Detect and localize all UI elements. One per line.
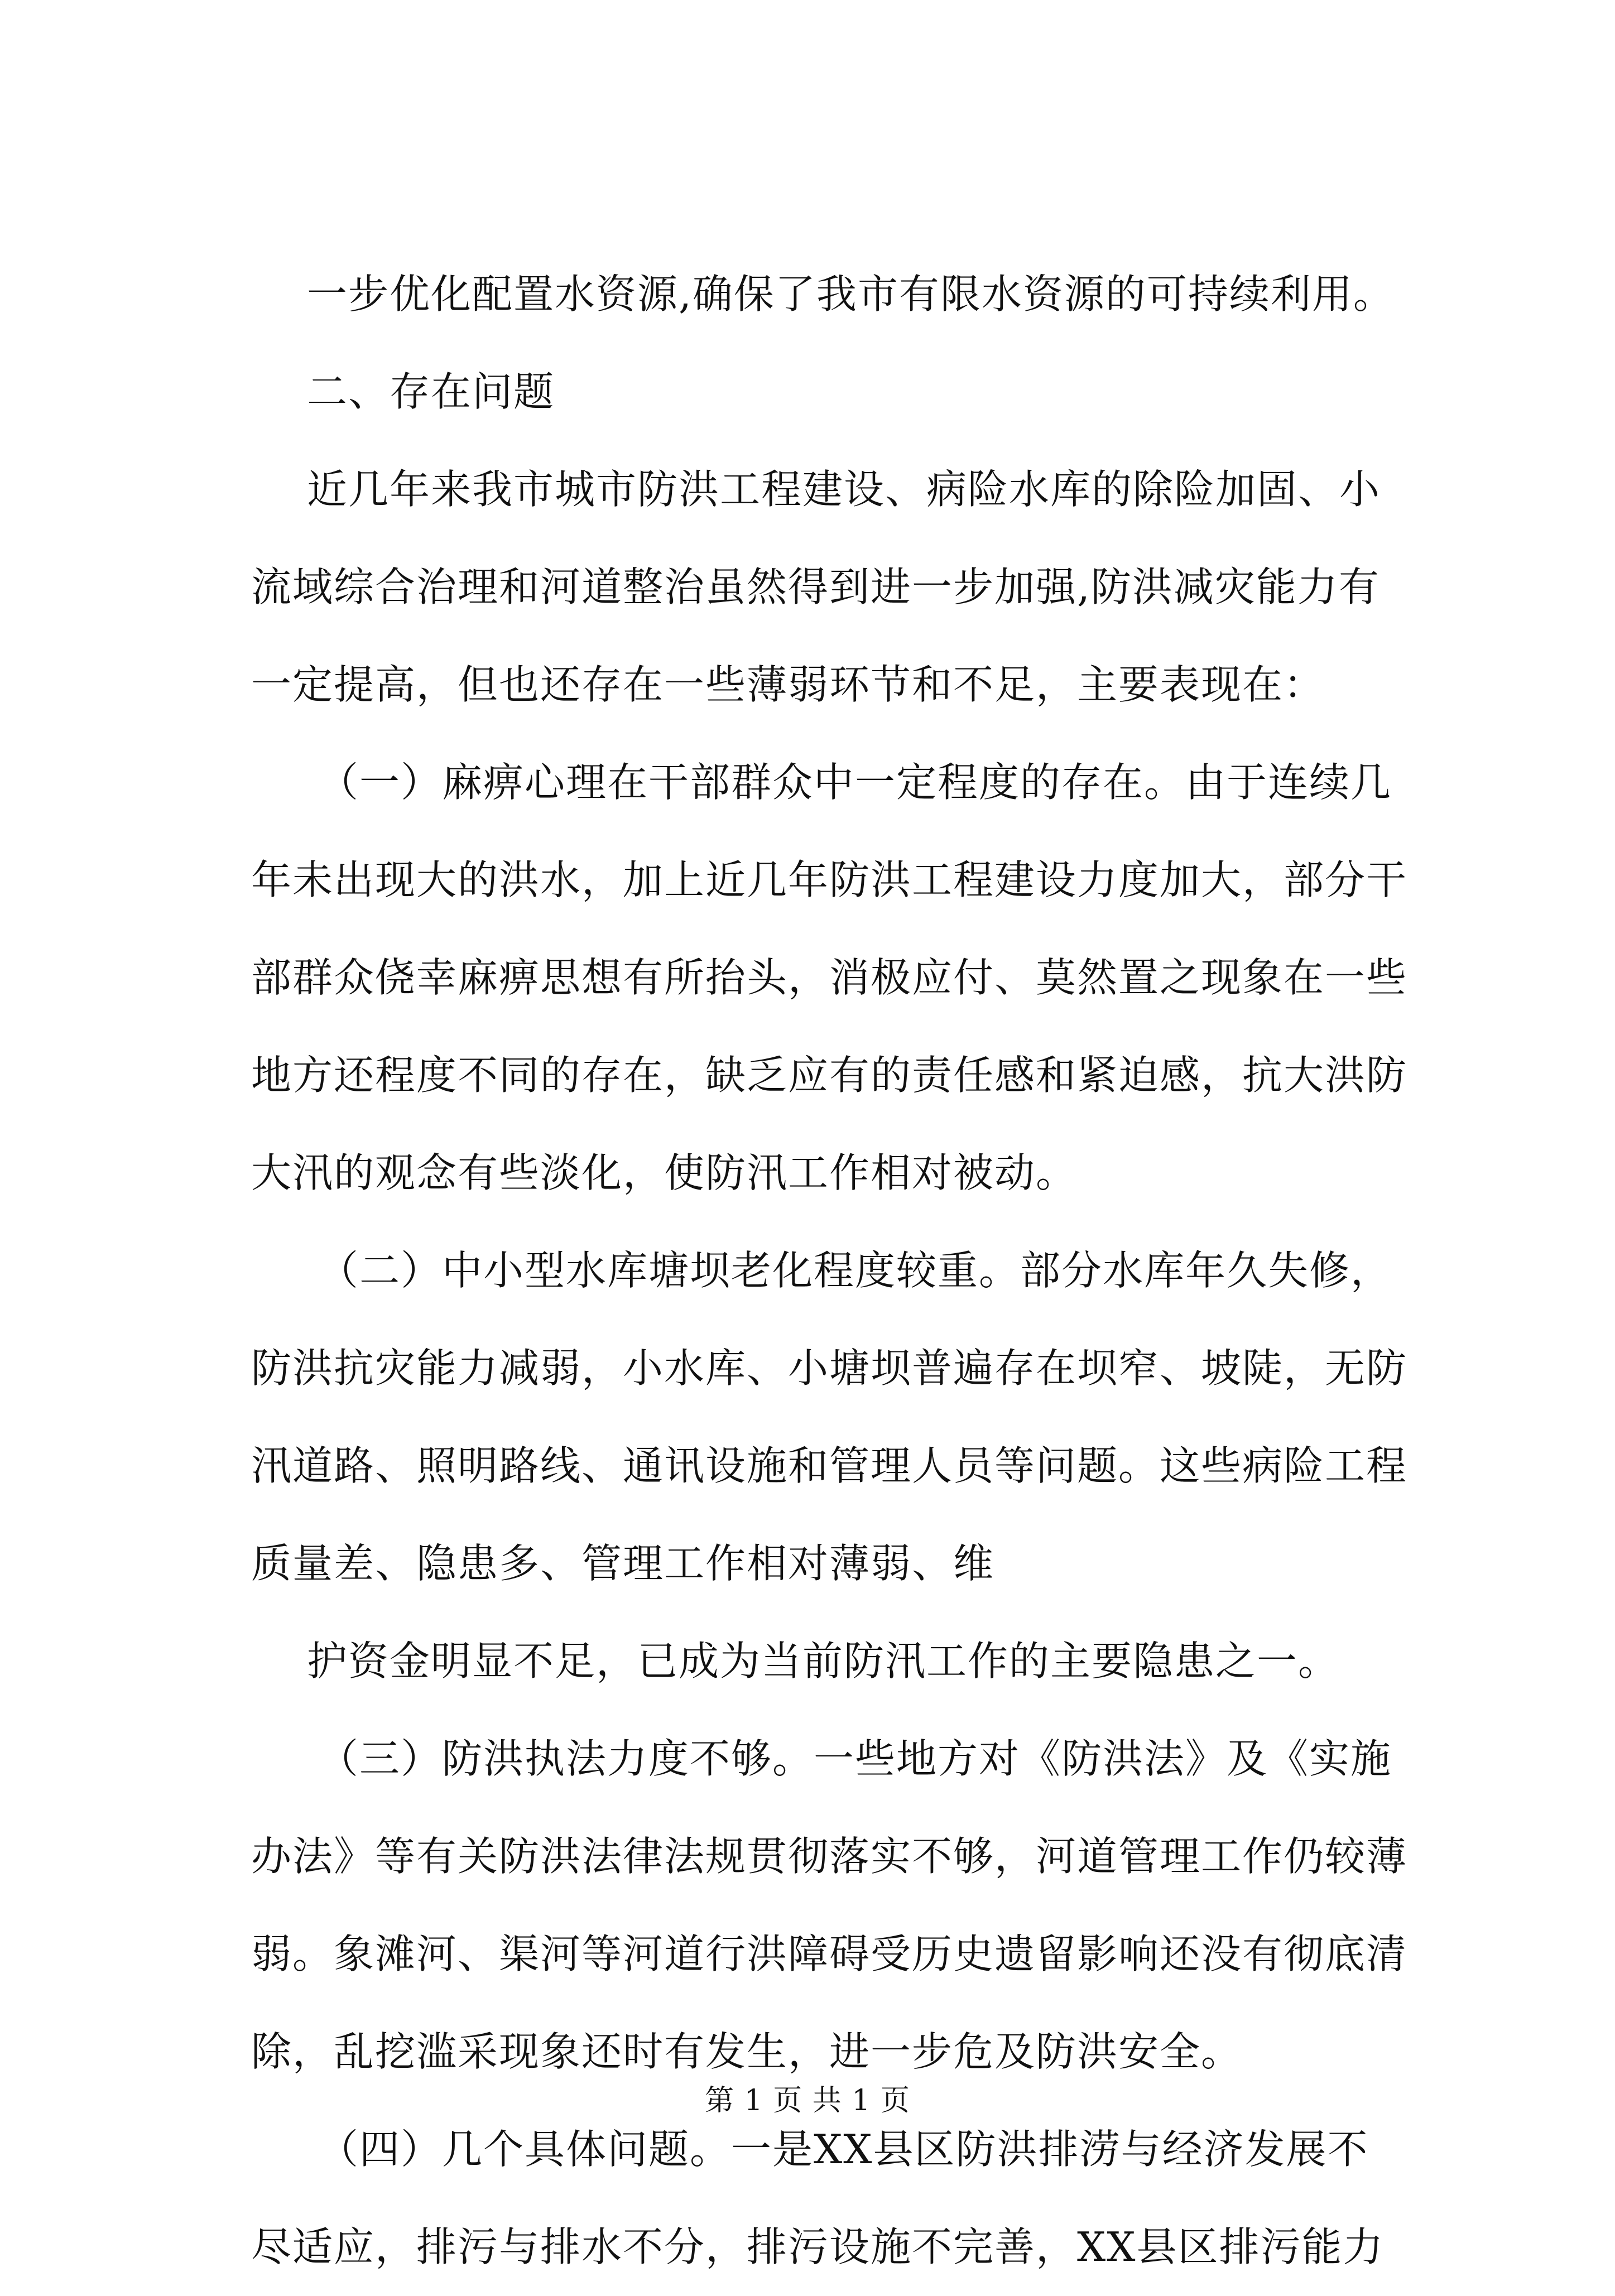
text-line: 流域综合治理和河道整治虽然得到进一步加强,防洪减灾能力有 bbox=[251, 564, 1380, 610]
page-number-footer: 第 1 页 共 1 页 bbox=[705, 2084, 910, 2117]
text-line: （二）中小型水库塘坝老化程度较重。部分水库年久失修， bbox=[318, 1247, 1392, 1294]
text-line: 一定提高，但也还存在一些薄弱环节和不足，主要表现在： bbox=[251, 661, 1325, 708]
text-line: 近几年来我市城市防洪工程建设、病险水库的除险加固、小 bbox=[307, 466, 1381, 513]
text-line: 大汛的观念有些淡化，使防汛工作相对被动。 bbox=[251, 1149, 1078, 1196]
text-line: 地方还程度不同的存在，缺乏应有的责任感和紧迫感，抗大洪防 bbox=[251, 1052, 1408, 1099]
text-line: （四）几个具体问题。一是XX县区防洪排涝与经济发展不 bbox=[318, 2126, 1369, 2173]
text-line: 一步优化配置水资源,确保了我市有限水资源的可持续利用。 bbox=[307, 271, 1395, 317]
text-line: 部群众侥幸麻痹思想有所抬头，消极应付、莫然置之现象在一些 bbox=[251, 954, 1408, 1001]
text-line: 年未出现大的洪水，加上近几年防洪工程建设力度加大，部分干 bbox=[251, 856, 1408, 903]
document-body bbox=[251, 246, 1412, 2296]
text-line: 护资金明显不足，已成为当前防汛工作的主要隐患之一。 bbox=[307, 1638, 1340, 1684]
text-line: 尽适应，排污与排水不分，排污设施不完善，XX县区排污能力 bbox=[251, 2223, 1385, 2270]
text-line: 防洪抗灾能力减弱，小水库、小塘坝普遍存在坝窄、坡陡，无防 bbox=[251, 1345, 1408, 1392]
text-line: 质量差、隐患多、管理工作相对薄弱、维 bbox=[251, 1540, 995, 1587]
text-line: 办法》等有关防洪法律法规贯彻落实不够，河道管理工作仍较薄 bbox=[251, 1833, 1408, 1880]
text-line: （三）防洪执法力度不够。一些地方对《防洪法》及《实施 bbox=[318, 1735, 1392, 1782]
section-heading: 二、存在问题 bbox=[307, 368, 555, 415]
text-line: 汛道路、照明路线、通讯设施和管理人员等问题。这些病险工程 bbox=[251, 1442, 1408, 1489]
text-line: 弱。象滩河、渠河等河道行洪障碍受历史遗留影响还没有彻底清 bbox=[251, 1931, 1408, 1977]
text-line: （一）麻痹心理在干部群众中一定程度的存在。由于连续几 bbox=[318, 759, 1392, 806]
text-line: 除，乱挖滥采现象还时有发生，进一步危及防洪安全。 bbox=[251, 2028, 1243, 2075]
